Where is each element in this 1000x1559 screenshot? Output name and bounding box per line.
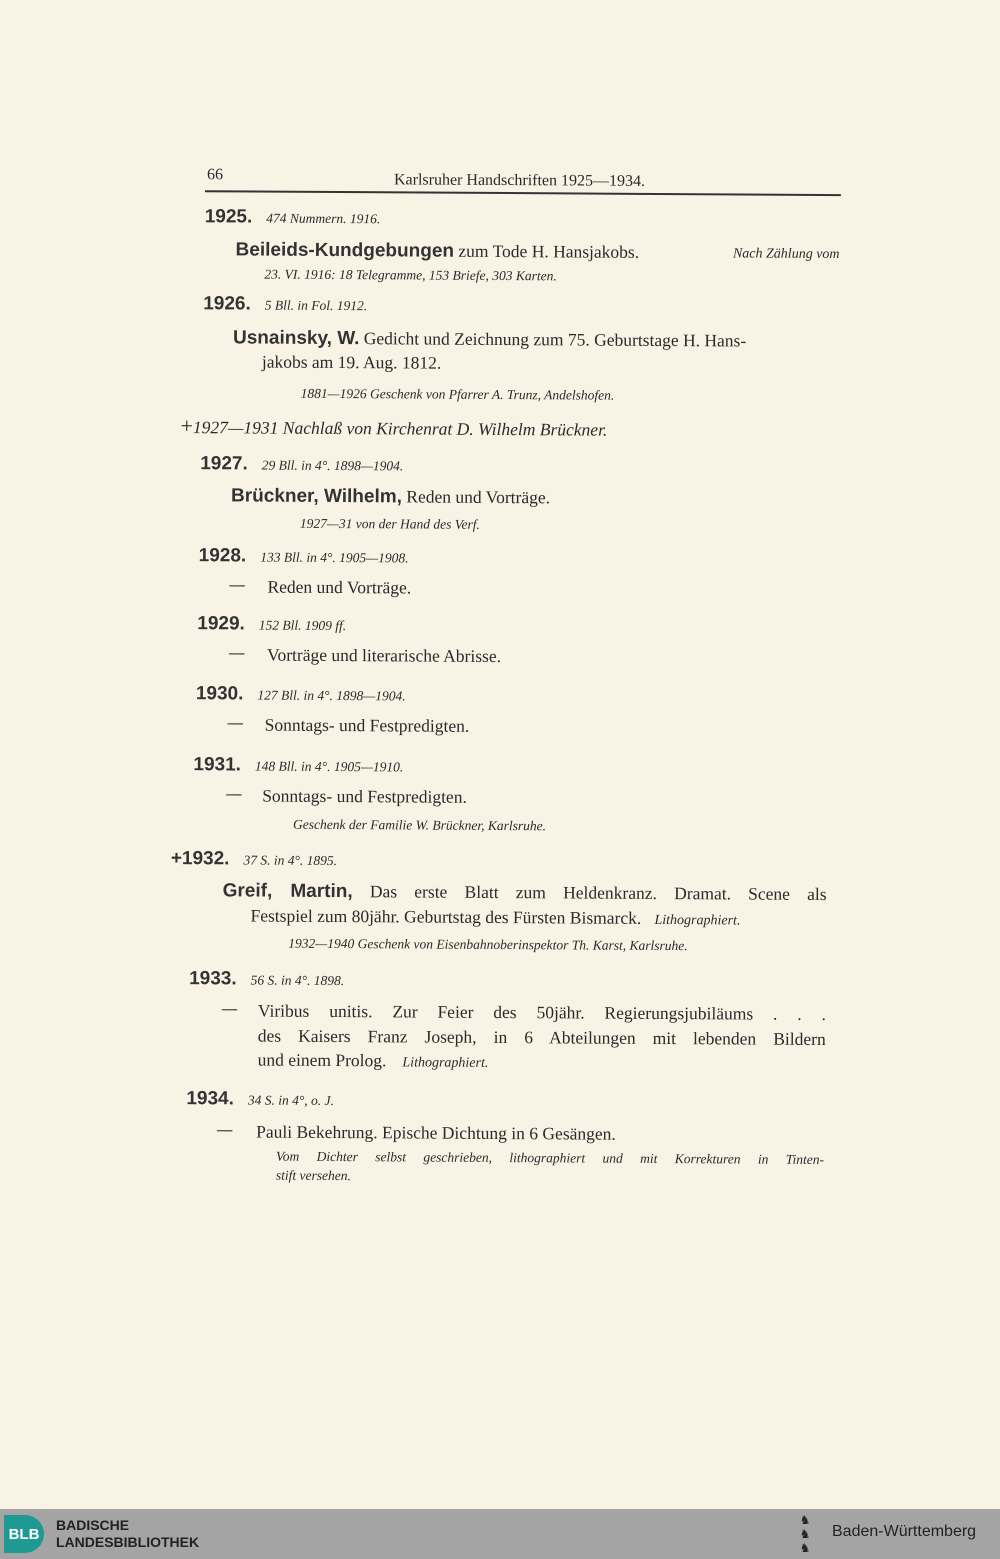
entry-meta: 5 Bll. in Fol. 1912. [264,297,368,314]
entry-number: 1933. [189,968,237,990]
group-heading-text: 1927—1931 Nachlaß von Kirchenrat D. Wilhelm Brückner. [192,417,608,440]
entry-title: Vorträge und literarische Abrisse. [267,644,502,667]
library-name-line1: BADISCHE [56,1517,130,1533]
entry-meta: 474 Nummern. 1916. [266,210,381,227]
entry-title: Das erste Blatt zum Heldenkranz. Dramat. Scene als [352,881,827,905]
entry-1934-head [186,1088,334,1112]
page-number: 66 [206,166,224,184]
entry-author: Brückner, Wilhelm, [231,485,403,508]
entry-1927-title [231,484,550,509]
entry-1926-title [233,326,746,352]
entry-1931-head [193,754,403,778]
entry-number: +1932. [170,848,230,870]
entry-number: 1926. [203,293,251,315]
blb-logo[interactable]: BLB [4,1515,44,1553]
ditto-dash: — [228,575,246,596]
entry-title-cont: jakobs am 19. Aug. 1812. [261,351,442,373]
entry-title: Viribus unitis. Zur Feier des 50jähr. Regierungsjubiläums . . . [257,1000,826,1025]
entry-note: stift versehen. [275,1167,351,1184]
entry-provenance: 1927—31 von der Hand des Verf. [299,515,480,532]
entry-number: 1928. [198,545,247,567]
entry-meta: 34 S. in 4°, o. J. [247,1092,334,1109]
entry-title-cont: und einem Prolog. [257,1049,387,1071]
entry-meta: 29 Bll. in 4°. 1898—1904. [261,457,404,474]
entry-1925-title [235,238,839,265]
entry-1932-head [171,848,337,872]
entry-author: Beileids-Kundgebungen [235,239,455,262]
lions-coat-of-arms-icon: ♞ ♞ ♞ [799,1513,811,1555]
entry-provenance: 1932—1940 Geschenk von Eisenbahnoberinspektor Th. Karst, Karlsruhe. [288,935,688,954]
entry-author: Greif, Martin, [222,880,353,903]
entry-meta: 152 Bll. 1909 ff. [258,617,347,634]
entry-meta: 127 Bll. in 4°. 1898—1904. [257,687,406,704]
entry-1933-title-end [258,1049,489,1075]
entry-1926-head [203,293,367,317]
ditto-dash: — [225,784,243,805]
entry-1927-head [200,453,403,477]
entry-note: Nach Zählung vom [732,246,840,263]
entry-1929-head [197,613,346,637]
entry-number: 1930. [195,683,244,705]
running-title: Karlsruher Handschriften 1925—1934. [393,171,646,190]
entry-number: 1929. [197,613,245,635]
entry-title: Reden und Vorträge. [267,576,412,598]
entry-title: Sonntags- und Festpredigten. [262,785,467,807]
entry-title: Gedicht und Zeichnung zum 75. Geburtstage H. Hans- [359,328,747,351]
entry-title-cont: Festspiel zum 80jähr. Geburtstag des Fürsten Bismarck. [250,905,642,928]
state-name[interactable]: Baden-Württemberg [832,1523,977,1540]
entry-1925-head [205,206,381,230]
entry-meta: 37 S. in 4°. 1895. [243,852,338,869]
library-name[interactable] [56,1517,199,1551]
entry-meta: 148 Bll. in 4°. 1905—1910. [254,758,404,775]
entry-number: 1934. [186,1088,234,1110]
entry-1928-head [199,545,409,569]
entry-note: Lithographiert. [654,912,741,929]
entry-title: Sonntags- und Festpredigten. [264,714,470,736]
entry-number: 1931. [193,754,242,776]
entry-provenance: 1881—1926 Geschenk von Pfarrer A. Trunz, Andelshofen. [300,385,615,403]
ditto-dash: — [216,1120,234,1141]
entry-note: Vom Dichter selbst geschrieben, lithographiert und mit Korrekturen in Tinten- [275,1148,825,1167]
entry-number: 1925. [204,206,253,228]
ditto-dash: — [228,643,246,664]
entry-title: Reden und Vorträge. [401,486,551,508]
ditto-dash: — [220,999,238,1020]
group-heading [180,415,607,442]
entry-provenance: Geschenk der Familie W. Brückner, Karlsruhe. [293,816,547,834]
entry-1932-title [223,879,827,906]
entry-note: Lithographiert. [402,1055,489,1071]
entry-1932-title-cont [250,904,740,932]
library-name-line2: LANDESBIBLIOTHEK [56,1534,200,1550]
footer-bar [0,1509,1000,1559]
plus-mark: + [180,413,193,439]
entry-note: 23. VI. 1916: 18 Telegramme, 153 Briefe, 303 Karten. [264,266,557,284]
entry-1933-head [189,968,344,992]
entry-meta: 133 Bll. in 4°. 1905—1908. [260,549,409,566]
entry-title-cont: des Kaisers Franz Joseph, in 6 Abteilungen mit lebenden Bildern [257,1025,826,1050]
entry-title: Pauli Bekehrung. Epische Dichtung in 6 Gesängen. [256,1121,616,1144]
entry-title: zum Tode H. Hansjakobs. [454,240,640,262]
ditto-dash: — [226,713,244,734]
entry-number: 1927. [200,453,248,475]
entry-1930-head [196,683,406,707]
entry-meta: 56 S. in 4°. 1898. [250,972,345,989]
entry-author: Usnainsky, W. [232,327,360,350]
